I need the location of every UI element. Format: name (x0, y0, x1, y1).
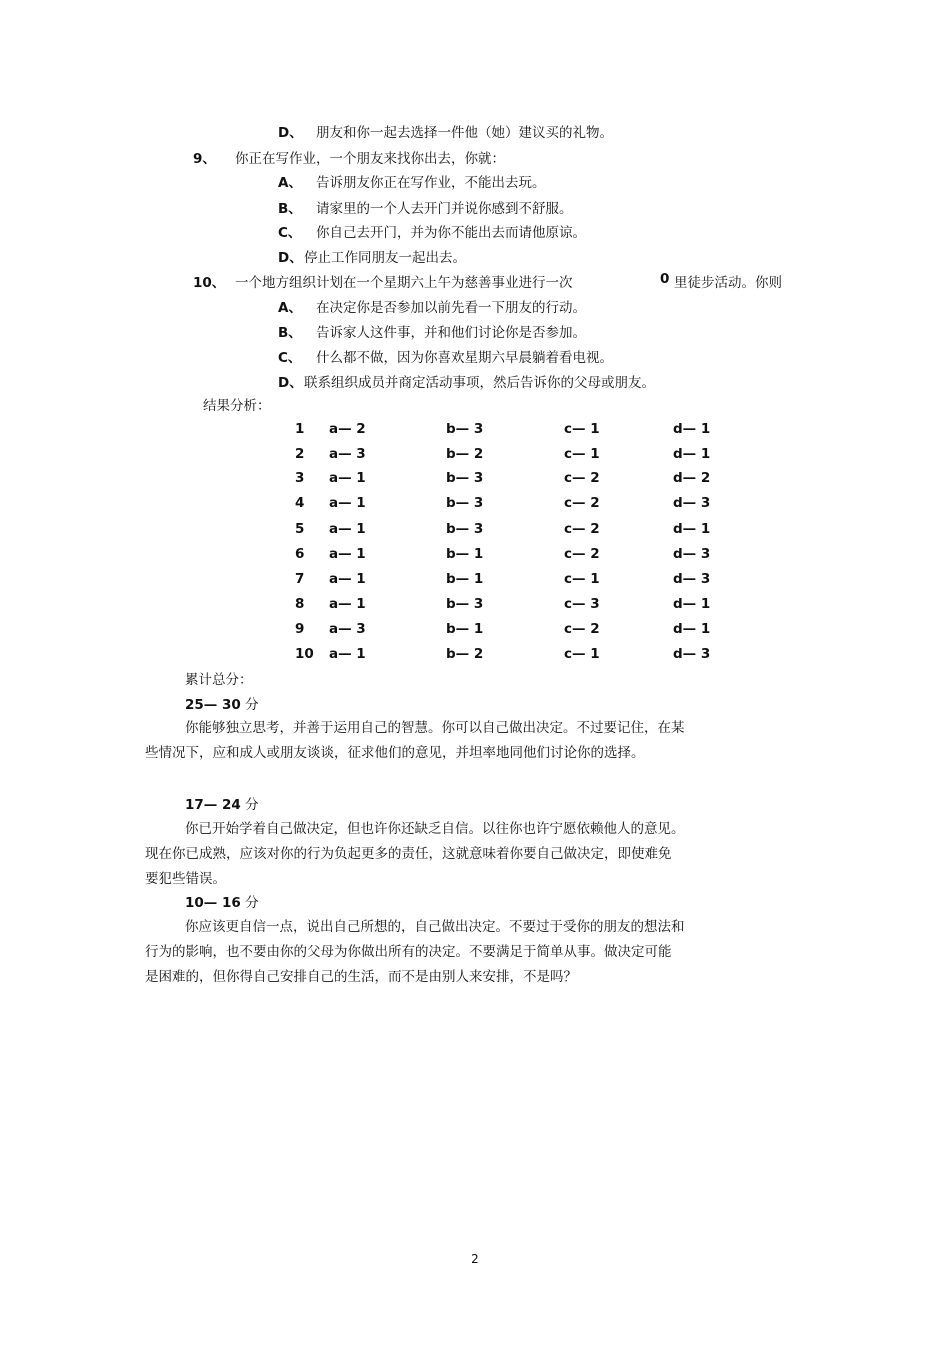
option-letter: A、 (278, 175, 302, 191)
table-cell-c: c— 1 (564, 421, 600, 437)
question-number: 10、 (193, 275, 226, 291)
table-cell-question: 1 (295, 421, 305, 437)
option-text: 你自己去开门，并为你不能出去而请他原谅。 (316, 225, 586, 241)
table-cell-a: a— 1 (329, 571, 366, 587)
table-cell-d: d— 3 (673, 571, 711, 587)
table-cell-d: d— 1 (673, 521, 711, 537)
table-cell-question: 3 (295, 470, 305, 486)
table-cell-d: d— 1 (673, 596, 711, 612)
table-cell-c: c— 2 (564, 546, 600, 562)
range-value: 25— 30 (185, 697, 241, 713)
option-letter: C、 (278, 225, 302, 241)
range-value: 17— 24 (185, 797, 241, 813)
range-heading (185, 695, 259, 715)
table-cell-d: d— 1 (673, 621, 711, 637)
table-cell-question: 4 (295, 495, 305, 511)
range-description (145, 915, 745, 990)
table-cell-b: b— 3 (446, 596, 484, 612)
question-text-number: 0 (660, 271, 670, 287)
range-unit: 分 (245, 895, 259, 911)
paragraph-line: 行为的影响，也不要由你的父母为你做出所有的决定。不要满足于简单从事。做决定可能 (145, 944, 672, 960)
table-cell-a: a— 1 (329, 646, 366, 662)
paragraph-line: 你应该更自信一点，说出自己所想的，自己做出决定。不要过于受你的朋友的想法和 (185, 919, 685, 935)
table-cell-b: b— 2 (446, 646, 484, 662)
table-cell-b: b— 1 (446, 546, 484, 562)
table-cell-b: b— 3 (446, 521, 484, 537)
option-text: 在决定你是否参加以前先看一下朋友的行动。 (316, 300, 586, 316)
table-cell-b: b— 1 (446, 571, 484, 587)
option-text: 请家里的一个人去开门并说你感到不舒服。 (316, 201, 573, 217)
table-cell-b: b— 3 (446, 421, 484, 437)
table-cell-d: d— 3 (673, 546, 711, 562)
option-text: 朋友和你一起去选择一件他（她）建议买的礼物。 (316, 125, 613, 141)
table-cell-b: b— 3 (446, 495, 484, 511)
option-letter: B、 (278, 325, 302, 341)
table-cell-question: 5 (295, 521, 305, 537)
analysis-title: 结果分析： (203, 398, 271, 414)
table-cell-b: b— 2 (446, 446, 484, 462)
table-cell-question: 10 (295, 646, 314, 662)
paragraph-line: 是困难的，但你得自己安排自己的生活，而不是由别人来安排，不是吗？ (145, 969, 577, 985)
table-cell-d: d— 3 (673, 646, 711, 662)
table-cell-c: c— 3 (564, 596, 600, 612)
page-number: 2 (471, 1252, 479, 1266)
option-text: 告诉朋友你正在写作业，不能出去玩。 (316, 175, 546, 191)
table-cell-c: c— 1 (564, 646, 600, 662)
option-letter: D、 (278, 250, 303, 266)
range-unit: 分 (245, 797, 259, 813)
table-cell-a: a— 1 (329, 521, 366, 537)
range-heading (185, 893, 259, 913)
table-cell-c: c— 1 (564, 446, 600, 462)
table-cell-c: c— 2 (564, 470, 600, 486)
range-heading (185, 795, 259, 815)
question-text: 一个地方组织计划在一个星期六上午为慈善事业进行一次 (235, 275, 573, 291)
table-cell-question: 6 (295, 546, 305, 562)
table-cell-c: c— 2 (564, 621, 600, 637)
range-description (145, 817, 745, 892)
table-cell-a: a— 3 (329, 446, 366, 462)
option-text: 联系组织成员并商定活动事项，然后告诉你的父母或朋友。 (304, 375, 655, 391)
paragraph-line: 你能够独立思考，并善于运用自己的智慧。你可以自己做出决定。不过要记住，在某 (185, 720, 685, 736)
range-unit: 分 (245, 697, 259, 713)
table-cell-d: d— 1 (673, 446, 711, 462)
table-cell-c: c— 2 (564, 495, 600, 511)
table-cell-a: a— 2 (329, 421, 366, 437)
option-letter: A、 (278, 300, 302, 316)
table-cell-c: c— 1 (564, 571, 600, 587)
table-cell-a: a— 1 (329, 495, 366, 511)
option-letter: D、 (278, 375, 303, 391)
option-text: 停止工作同朋友一起出去。 (304, 250, 466, 266)
option-letter: D、 (278, 125, 303, 141)
table-cell-a: a— 1 (329, 470, 366, 486)
table-cell-b: b— 3 (446, 470, 484, 486)
table-cell-d: d— 3 (673, 495, 711, 511)
table-cell-a: a— 1 (329, 546, 366, 562)
table-cell-a: a— 3 (329, 621, 366, 637)
table-cell-question: 2 (295, 446, 305, 462)
paragraph-line: 要犯些错误。 (145, 871, 226, 887)
option-letter: B、 (278, 201, 302, 217)
table-cell-question: 8 (295, 596, 305, 612)
option-text: 告诉家人这件事，并和他们讨论你是否参加。 (316, 325, 586, 341)
range-description (145, 716, 745, 766)
table-cell-question: 9 (295, 621, 305, 637)
table-cell-d: d— 2 (673, 470, 711, 486)
question-text: 你正在写作业，一个朋友来找你出去，你就： (235, 151, 505, 167)
range-value: 10— 16 (185, 895, 241, 911)
option-text: 什么都不做，因为你喜欢星期六早晨躺着看电视。 (316, 350, 613, 366)
table-cell-d: d— 1 (673, 421, 711, 437)
table-cell-a: a— 1 (329, 596, 366, 612)
paragraph-line: 你已开始学着自己做决定，但也许你还缺乏自信。以往你也许宁愿依赖他人的意见。 (185, 821, 685, 837)
question-number: 9、 (193, 151, 216, 167)
table-cell-c: c— 2 (564, 521, 600, 537)
option-letter: C、 (278, 350, 302, 366)
paragraph-line: 现在你已成熟，应该对你的行为负起更多的责任，这就意味着你要自己做决定，即使难免 (145, 846, 672, 862)
total-label: 累计总分： (185, 672, 253, 688)
paragraph-line: 些情况下，应和成人或朋友谈谈，征求他们的意见，并坦率地同他们讨论你的选择。 (145, 745, 645, 761)
question-text-tail: 里徒步活动。你则 (674, 275, 782, 291)
table-cell-b: b— 1 (446, 621, 484, 637)
table-cell-question: 7 (295, 571, 305, 587)
